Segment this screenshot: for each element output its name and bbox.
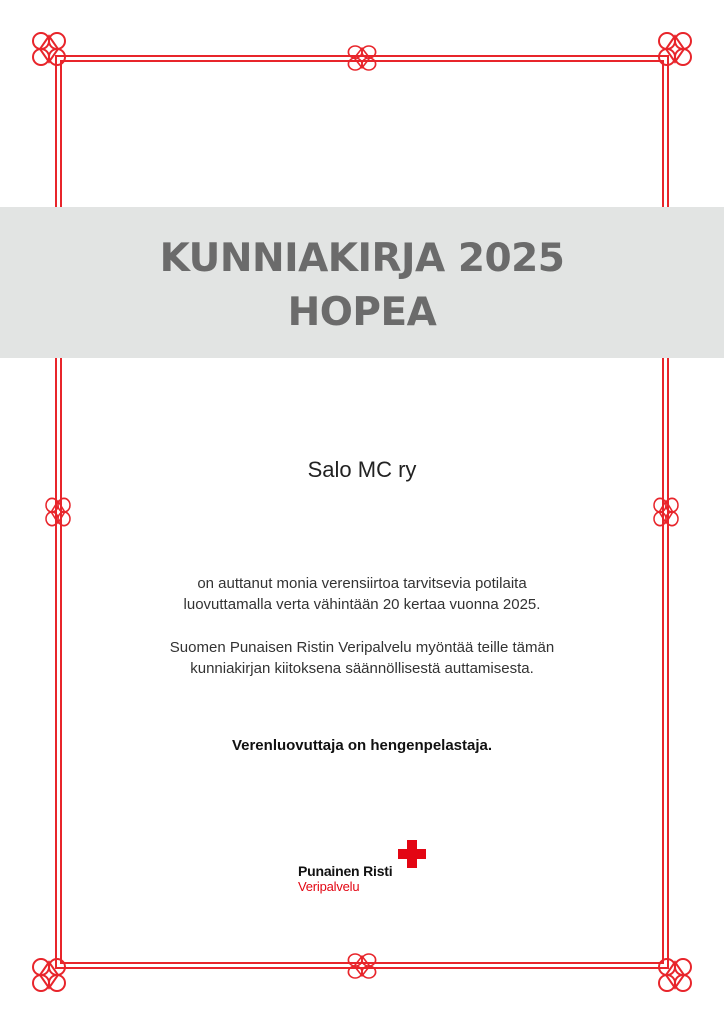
- mid-knot-icon: [348, 954, 375, 978]
- paragraph-line: Suomen Punaisen Ristin Veripalvelu myöntää teille tämän: [169, 639, 555, 656]
- slogan: Verenluovuttaja on hengenpelastaja.: [231, 737, 493, 754]
- paragraph-award: [0, 637, 724, 679]
- certificate-title: KUNNIAKIRJA 2025: [159, 236, 565, 281]
- paragraph-line: kunniakirjan kiitoksena säännöllisestä auttamisesta.: [190, 660, 534, 677]
- certificate-level: HOPEA: [287, 290, 437, 335]
- logo-subtitle: Veripalvelu: [298, 879, 360, 894]
- paragraph-donation: [0, 573, 724, 615]
- mid-knot-icon: [654, 498, 678, 525]
- paragraph-line: luovuttamalla verta vähintään 20 kertaa vuonna 2025.: [183, 596, 541, 613]
- red-cross-icon: [398, 840, 426, 868]
- recipient-name: Salo MC ry: [307, 457, 417, 482]
- mid-knot-icon: [348, 46, 375, 70]
- mid-knot-icon: [46, 498, 70, 525]
- logo-name: Punainen Risti: [298, 863, 393, 879]
- organization-logo: [298, 840, 438, 900]
- paragraph-line: on auttanut monia verensiirtoa tarvitsevia potilaita: [197, 575, 527, 592]
